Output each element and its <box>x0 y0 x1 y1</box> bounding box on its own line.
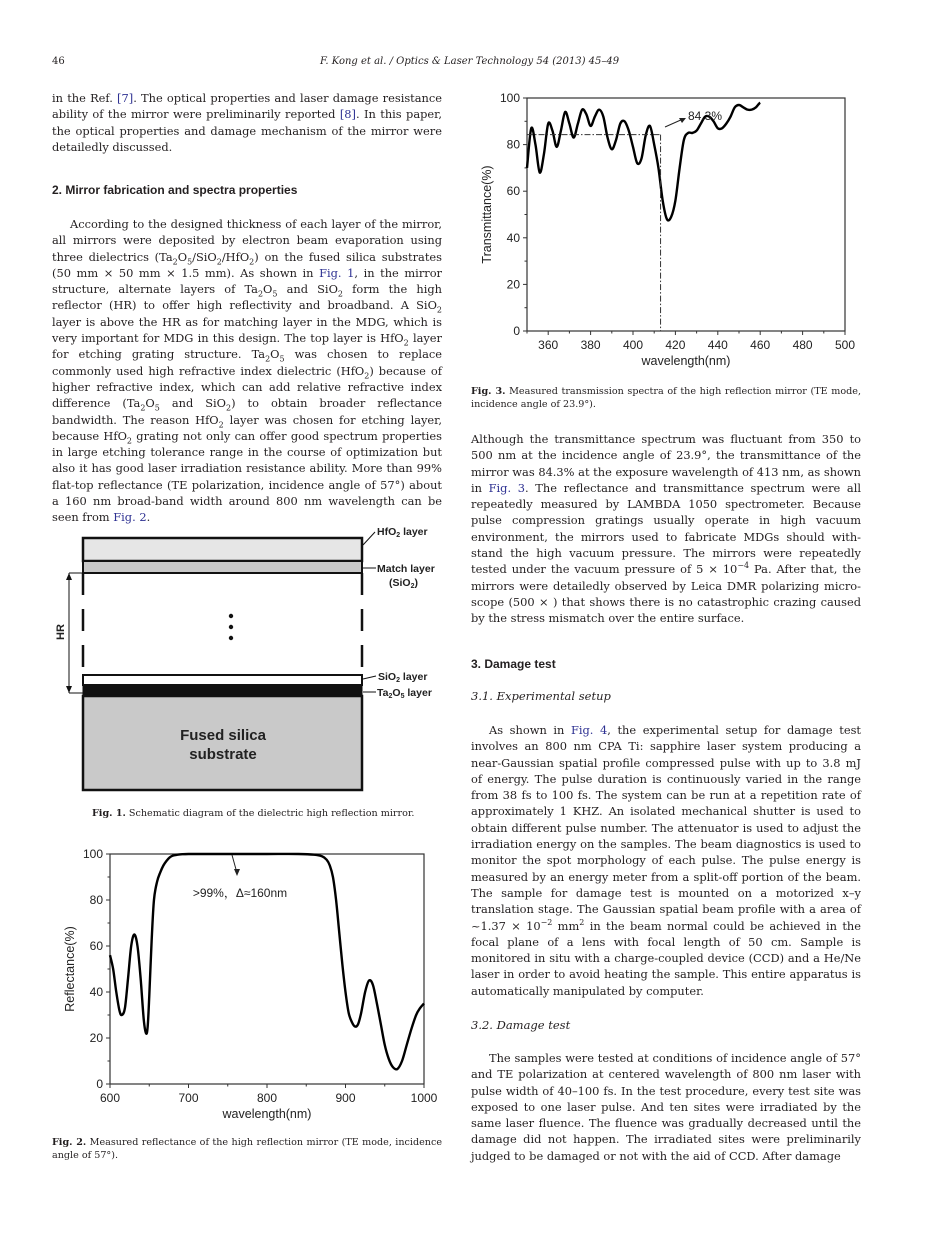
subscript: 2 <box>218 419 224 429</box>
x-tick-label: 400 <box>622 338 644 352</box>
text: ) to obtain broader reflectance bandwidth. The reason HfO <box>52 396 442 427</box>
figure-1-diagram <box>40 520 450 810</box>
y-tick-label: 0 <box>513 324 520 338</box>
ellipsis-dot <box>229 625 233 629</box>
superscript: 2 <box>579 917 585 927</box>
subsection-3-1-heading: 3.1. Experimental setup <box>471 689 611 703</box>
fig-1-link[interactable]: Fig. 1 <box>319 265 355 280</box>
intro-paragraph <box>52 90 442 155</box>
subscript: 2 <box>403 338 409 348</box>
text: The samples were tested at conditions of incidence angle of 57° and TE polarization at centered wavelength of 800 nm laser with pulse width of 40–100 fs. In the test procedure, every test site was exposed to one laser pulse. And ten sites were irradiated by the same laser fluence. The fluence was gradually decreased until the damage did not happen. The irradiated sites were preliminarily judged to be damaged or not with the aid of CCD. After damage <box>471 1051 861 1163</box>
arrow-head-icon <box>234 869 240 876</box>
subsection-3-2-heading: 3.2. Damage test <box>471 1018 571 1032</box>
subscript: 2 <box>140 403 146 413</box>
sio2-layer <box>83 675 362 685</box>
ta2o5-layer <box>83 685 362 696</box>
text: layer was chosen for etching layer, because HfO <box>52 412 442 443</box>
text: , the experimental setup for damage test involves an 800 nm CPA Ti: sapphire laser system producing a near-Gaussian spatial profile compressed pulse with up to 3.8 mJ of energy. The pulse duration is continuously varied in the range from 38 fs to 100 fs. The system can be run at a repetition rate of approximately 1 KHZ. An isolated mechanical shutter is used to obtain different pulse number. The attenuator is used to adjust the irradiation energy on the samples. The beam diagnostics is used to monitor the spot morphology of each pulse. The pulse energy is measured by an energy meter from a split-off portion of the beam. The sample for damage test is mounted on a motorized x–y translation stage. The Gaussian spatial beam profile with a area of ~1.37 × 10 <box>471 723 861 933</box>
y-tick-label: 100 <box>82 847 103 861</box>
subscript: 5 <box>154 403 160 413</box>
y-tick-label: 0 <box>96 1077 103 1091</box>
page-number: 46 <box>52 56 65 67</box>
text: layer for etching grating structure. Ta <box>52 331 442 362</box>
ta2o5-layer-label: Ta2O5 layer <box>377 687 432 700</box>
text: ) because of higher refractive index, which can add relative refractive index difference (Ta <box>52 363 443 411</box>
annotation-label: >99%，Δ≈160nm <box>192 886 288 900</box>
text: According to the designed thickness of each layer of the mirror, all mirrors were deposited by electron beam evaporation using three dielectrics (Ta <box>52 217 442 264</box>
subscript: 5 <box>272 289 278 299</box>
x-tick-label: 440 <box>707 338 728 352</box>
y-tick-label: 40 <box>89 985 103 999</box>
text: . <box>146 510 151 525</box>
annotation-label: 84.3% <box>688 109 723 123</box>
text: in the Ref. <box>52 91 118 105</box>
x-tick-label: 360 <box>538 338 559 352</box>
damage-test-paragraph <box>471 1050 861 1164</box>
x-axis-label: wavelength(nm) <box>641 354 731 368</box>
fig-2-link[interactable]: Fig. 2 <box>113 510 147 525</box>
text: /HfO <box>221 249 250 264</box>
y-tick-label: 20 <box>506 277 520 292</box>
y-axis-label: Transmittance(%) <box>480 165 494 264</box>
subscript: 2 <box>249 256 255 266</box>
text: grating not only can offer good spectrum properties in large etching tolerance range in the course of optimization but also it has good laser irradiation resistance ability. More than 99% flat-top reflectance (TE polarization, incidence angle of 57°) about a 160 nm broad-band width around 800 nm wavelength can be seen from <box>52 428 443 525</box>
y-tick-label: 80 <box>506 137 520 152</box>
text: . The reflectance and transmittance spectrum were all repeatedly measured by LAMBDA 1050 spectrometer. Because pulse compression gratings usually operate in high vacuum environment, the mirrors used to fabricate MDGs should with-stand the high vacuum pressure. The mirrors were repeatedly tested under the vacuum pressure of 5 × 10 <box>471 480 861 577</box>
text: O <box>145 396 155 411</box>
x-axis-label: wavelength(nm) <box>222 1107 312 1121</box>
section-3-heading: 3. Damage test <box>471 657 556 671</box>
caption-text: Schematic diagram of the dielectric high reflection mirror. <box>125 808 415 819</box>
x-tick-label: 380 <box>580 338 601 352</box>
hfo2-layer <box>83 538 362 561</box>
y-tick-label: 20 <box>89 1031 103 1045</box>
subscript: 2 <box>126 436 132 446</box>
ellipsis-dot <box>229 636 233 640</box>
substrate-label-line2: substrate <box>189 746 257 763</box>
match-layer-sio2-label: (SiO2) <box>389 577 418 590</box>
caption-label: Fig. 2. <box>52 1137 87 1148</box>
fig-4-link[interactable]: Fig. 4 <box>570 723 608 737</box>
arrow-up-icon <box>66 573 72 580</box>
x-tick-label: 700 <box>178 1091 199 1105</box>
subscript: 2 <box>226 403 232 413</box>
match-layer <box>83 561 362 573</box>
subscript: 2 <box>216 256 222 266</box>
leader-line <box>363 676 376 679</box>
x-tick-label: 900 <box>335 1091 356 1105</box>
figure-1-caption <box>92 807 414 820</box>
subscript: 2 <box>436 305 442 315</box>
figure-2-caption <box>52 1136 442 1162</box>
caption-label: Fig. 1. <box>92 808 126 819</box>
x-tick-label: 500 <box>834 338 856 352</box>
text: As shown in <box>489 723 571 737</box>
y-tick-label: 80 <box>89 893 103 907</box>
text: mm <box>552 918 580 933</box>
text: was chosen to replace commonly used high refractive index dielectric (HfO <box>52 347 442 378</box>
figure-2-chart <box>40 838 450 1138</box>
subscript: 2 <box>337 289 343 299</box>
text: and SiO <box>277 282 338 297</box>
subscript: 2 <box>265 354 271 364</box>
transmittance-paragraph <box>471 431 861 627</box>
ref-7-link[interactable]: [7] <box>117 91 134 105</box>
y-axis-label: Reflectance(%) <box>63 926 77 1012</box>
subscript: 2 <box>172 256 178 266</box>
text: ) on the fused silica substrates (50 mm × 50 mm × 1.5 mm). As shown in <box>52 249 442 280</box>
text: O <box>263 282 273 297</box>
caption-text: Measured reflectance of the high reflection mirror (TE mode, incidence angle of 57°). <box>52 1137 443 1161</box>
x-tick-label: 480 <box>792 338 813 352</box>
text: /SiO <box>192 249 217 264</box>
y-tick-label: 40 <box>506 230 520 245</box>
setup-paragraph <box>471 722 861 999</box>
fig-3-link[interactable]: Fig. 3 <box>488 480 525 495</box>
subscript: 2 <box>257 289 264 299</box>
section-2-heading: 2. Mirror fabrication and spectra properties <box>52 183 298 197</box>
superscript: −4 <box>737 561 750 571</box>
caption-label: Fig. 3. <box>471 386 506 397</box>
text: in the beam normal could be achieved in the focal plane of a lens with focal length of 50 cm. Sample is monitored in situ with a charge-coupled device (CCD) and a He/Ne laser in order to avoid heating the sample. This entire apparatus is automatically manipulated by computer. <box>471 918 861 998</box>
x-tick-label: 800 <box>256 1091 278 1105</box>
text: O <box>177 249 188 264</box>
subscript: 5 <box>187 256 193 266</box>
x-tick-label: 1000 <box>410 1091 438 1105</box>
text: and SiO <box>159 396 227 411</box>
match-layer-label: Match layer <box>377 563 435 575</box>
text: layer is above the HR as for matching layer in the MDG, which is very important for MDG in this design. The top layer is HfO <box>52 314 442 346</box>
hfo2-label: HfO2 layer <box>377 526 428 539</box>
ref-8-link[interactable]: [8] <box>339 107 356 122</box>
x-tick-label: 420 <box>665 338 686 352</box>
leader-line <box>363 532 375 545</box>
x-tick-label: 600 <box>99 1091 121 1105</box>
annotation-arrow <box>665 119 683 127</box>
figure-3-caption <box>471 385 861 411</box>
y-tick-label: 60 <box>506 184 520 199</box>
text: , in the mirror structure, alternate layers of Ta <box>52 265 443 297</box>
text: Although the transmittance spectrum was fluctuant from 350 to 500 nm at the incidence angle of 23.9°, the transmittance of the mirror was 84.3% at the exposure wavelength of 413 nm, as shown in <box>471 432 861 495</box>
text: Pa. After that, the mirrors were detailedly observed by Leica DMR polarizing micro-scope (500 × ) that shows there is no catastrophic crazing caused by the stress mismatch over the entire surface. <box>471 562 861 626</box>
subscript: 2 <box>364 370 370 380</box>
text: . The optical properties and laser damage resistance ability of the mirror were preliminarily reported <box>52 91 443 122</box>
figure-3-chart <box>465 85 865 385</box>
text: form the high reflector (HR) to offer high reflectivity and broadband. A SiO <box>52 282 442 313</box>
substrate-label-line1: Fused silica <box>180 727 266 744</box>
superscript: −2 <box>540 917 553 927</box>
x-tick-label: 460 <box>750 338 771 352</box>
series-line-transmittance <box>527 103 760 221</box>
y-tick-label: 60 <box>89 939 103 953</box>
running-title: F. Kong et al. / Optics & Laser Technology 54 (2013) 45–49 <box>320 56 620 67</box>
text: . In this paper, the optical properties and damage mechanism of the mirror were detailedly discussed. <box>52 107 442 154</box>
text: O <box>270 347 280 362</box>
subscript: 5 <box>279 354 285 364</box>
hr-label: HR <box>55 624 67 640</box>
arrow-down-icon <box>66 686 72 693</box>
sio2-layer-label: SiO2 layer <box>378 671 428 684</box>
caption-text: Measured transmission spectra of the high reflection mirror (TE mode, incidence angle of 23.9°). <box>471 386 862 410</box>
y-tick-label: 100 <box>499 91 520 105</box>
ellipsis-dot <box>229 614 233 618</box>
section-2-paragraph <box>52 216 442 526</box>
